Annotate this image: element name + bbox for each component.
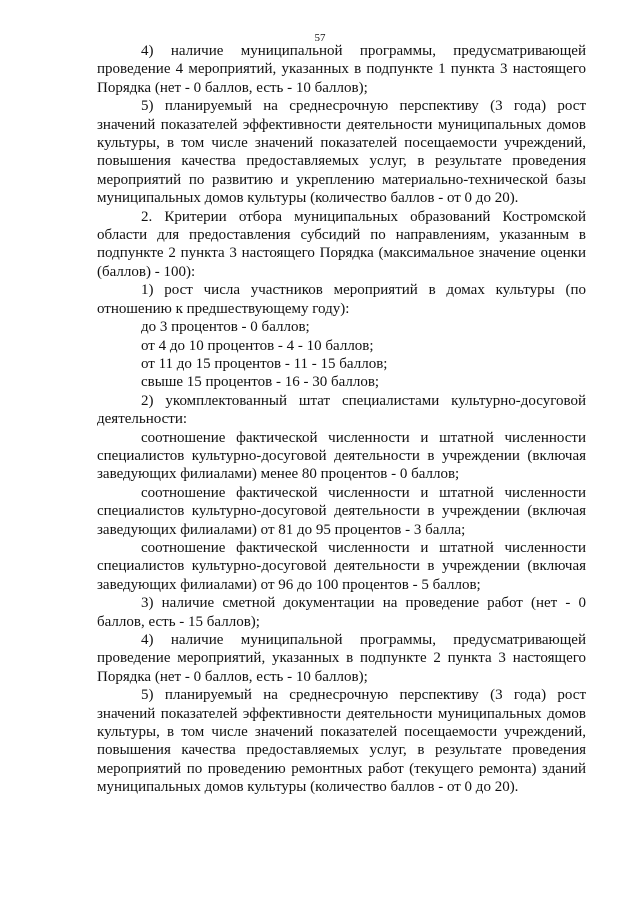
list-item-score-band-3: от 11 до 15 процентов - 11 - 15 баллов; <box>141 355 388 372</box>
paragraph-criterion-3-estimates: 3) наличие сметной документации на проведение работ (нет - 0 баллов, есть - 15 баллов); <box>97 595 586 630</box>
paragraph-staffing-ratio-1: соотношение фактической численности и штатной численности специалистов культурно-досуговой деятельности в учреждении (включая заведующих филиалами) менее 80 процентов - 0 баллов; <box>97 429 586 483</box>
paragraph-criterion-1-participants: 1) рост числа участников мероприятий в домах культуры (по отношению к предшествующему году): <box>97 282 586 317</box>
list-item-score-band-2: от 4 до 10 процентов - 4 - 10 баллов; <box>141 337 374 354</box>
page-number: 57 <box>314 32 326 44</box>
paragraph-staffing-ratio-2: соотношение фактической численности и штатной численности специалистов культурно-досуговой деятельности в учреждении (включая заведующих филиалами) от 81 до 95 процентов - 3 балла; <box>97 484 586 538</box>
paragraph-criterion-2-staffing: 2) укомплектованный штат специалистами культурно-досуговой деятельности: <box>97 392 586 428</box>
paragraph-criterion-5-growth-1: 5) планируемый на среднесрочную перспективу (3 года) рост значений показателей эффективности деятельности муниципальных домов культуры, в том числе значений показателей посещаемости учреждений, повышения качества предоставляемых услуг, в результате проведения мероприятий по развитию и укреплению материально-технической базы муниципальных домов культуры (количество баллов - от 0 до 20). <box>97 98 586 207</box>
list-item-score-band-4: свыше 15 процентов - 16 - 30 баллов; <box>141 374 380 391</box>
paragraph-criterion-5-growth-2: 5) планируемый на среднесрочную перспективу (3 года) рост значений показателей эффективности деятельности муниципальных домов культуры, в том числе значений показателей посещаемости учреждений, повышения качества предоставляемых услуг, в результате проведения мероприятий по проведению ремонтных работ (текущего ремонта) зданий муниципальных домов культуры (количество баллов - от 0 до 20). <box>97 687 586 796</box>
paragraph-criterion-4-program-2: 4) наличие муниципальной программы, предусматривающей проведение мероприятий, указанных в подпункте 2 пункта 3 настоящего Порядка (нет - 0 баллов, есть - 10 баллов); <box>97 632 586 685</box>
paragraph-staffing-ratio-3: соотношение фактической численности и штатной численности специалистов культурно-досуговой деятельности в учреждении (включая заведующих филиалами) от 96 до 100 процентов - 5 баллов; <box>97 539 586 593</box>
paragraph-section-2-criteria: 2. Критерии отбора муниципальных образований Костромской области для предоставления субсидий по направлениям, указанным в подпункте 2 пункта 3 настоящего Порядка (максимальное значение оценки (баллов) - 100): <box>97 208 586 280</box>
document-body <box>97 42 586 797</box>
list-item-score-band-1: до 3 процентов - 0 баллов; <box>141 319 310 336</box>
paragraph-criterion-4-program-1: 4) наличие муниципальной программы, предусматривающей проведение 4 мероприятий, указанных в подпункте 1 пункта 3 настоящего Порядка (нет - 0 баллов, есть - 10 баллов); <box>97 43 586 96</box>
